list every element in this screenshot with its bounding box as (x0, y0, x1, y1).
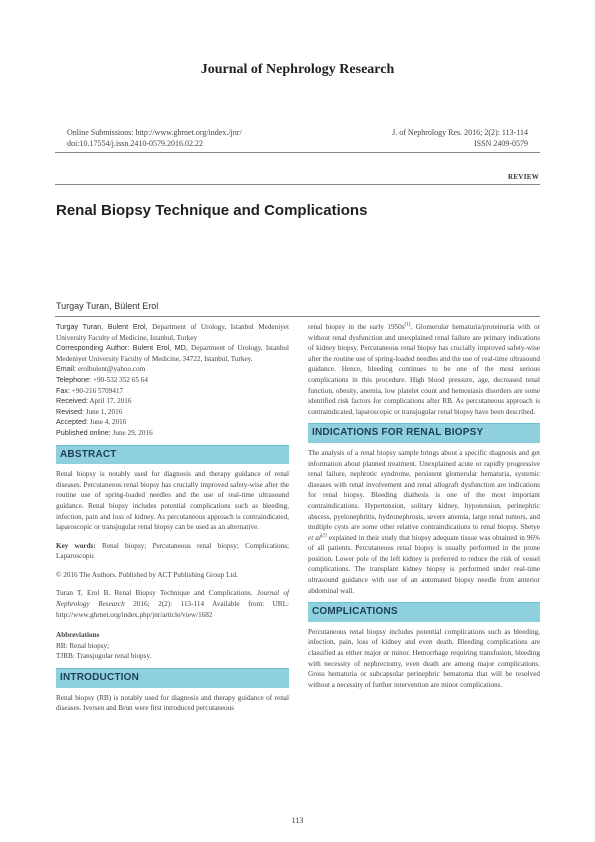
right-column (308, 322, 540, 690)
abstract-heading: ABSTRACT (56, 445, 289, 465)
published-date: June 29, 2016 (110, 428, 153, 437)
email-label: Email: (56, 364, 76, 374)
keywords-list: Renal biopsy; Percutaneous renal biopsy; Complications; Laparoscopic (56, 541, 289, 561)
received-label: Received: (56, 396, 88, 406)
telephone-label: Telephone: (56, 374, 92, 384)
corresponding-address: Department of Urology, Istanbul Medeniyet University Faculty of Medicine, 34722, Istanbul, Turkey. (56, 344, 290, 363)
introduction-text: Renal biopsy (RB) is notably used for diagnosis and therapy guidance of renal diseases. Iversen and Brun were first introduced percutaneous (56, 693, 289, 713)
copyright-notice: © 2016 The Authors. Published by ACT Publishing Group Ltd. (56, 570, 238, 579)
cite-url[interactable]: 2016; 2(2): 113-114 Available from: URL: http://www.ghrnet.org/index.php/jnr/article/view/1682 (56, 600, 289, 619)
indications-heading: INDICATIONS FOR RENAL BIOPSY (308, 423, 540, 443)
telephone: +90-532 352 65 64 (91, 375, 148, 384)
left-column (56, 322, 289, 714)
introduction-continued (308, 322, 540, 417)
affiliation-text: Department of Urology, Istanbul Medeniyet University Faculty of Medicine, Istanbul, Turkey (56, 323, 289, 342)
affiliation-block (56, 322, 289, 439)
issn: ISSN 2409-0579 (473, 139, 528, 148)
received-date: April 17, 2016 (87, 397, 132, 406)
doi: doi:10.17554/j.issn.2410-0579.2016.02.22 (67, 139, 204, 148)
how-to-cite (56, 588, 289, 620)
intro-cont-text: . Glomerular hematuria/proteinuria with or without renal dysfunction and unexplained renal failure are primary indications of kidney biopsy. Percutaneous renal biopsy has crucially improved safety-wise after the routine use of spring-loaded needles and the use of real-time ultrasound guidance. Hence, bleeding continues to be one of the most serious complications in this procedure. High blood pressure, age, decreased renal function, obesity, anemia, low platelet count and hemostasis disorders are some identified risk factors for complications after RB. As percutaneous approach is contraindicated, laparoscopic or transjugular renal biopsy have been described. (308, 323, 540, 416)
revised-date: June 1, 2016 (83, 407, 123, 416)
type-rule (55, 184, 540, 185)
revised-label: Revised: (56, 406, 84, 416)
cite-authors: Turan T, Erol B. Renal Biopsy Technique and Complications. (56, 589, 257, 598)
authors-rule (55, 316, 540, 317)
keywords-label: Key words: (56, 541, 96, 550)
abbreviation-item: RB: Renal biopsy; (56, 641, 110, 650)
indications-body: explained in their study that biopsy adequate tissue was obtained in 96% of all patients. Percutaneous renal biopsy is usually performed in the prone position. Lower pole of the left kidney is preferred to reduce the risk of vessel complications. The transplant kidney biopsy is performed under real-time ultrasound guidance with use of an automated biopsy needle from anterior abdominal wall. (308, 533, 541, 595)
header-rule (55, 152, 540, 153)
abbreviation-item: TJRB: Transjugular renal biopsy. (56, 652, 152, 661)
et-al: et al (308, 533, 321, 542)
intro-cont-text: renal biopsy in the early 1950s (308, 323, 405, 331)
corresponding-author: Corresponding Author: Bulent Erol, MD, (56, 343, 188, 353)
citation-info (392, 127, 528, 149)
journal-title: Journal of Nephrology Research (200, 62, 395, 77)
keywords (56, 541, 289, 562)
email-address: erolbulent@yahoo.com (75, 365, 146, 374)
submissions-url: Online Submissions: http://www.ghrnet.org/index./jnr/ (67, 128, 242, 137)
fax-label: Fax: (56, 385, 70, 395)
affiliation-authors: Turgay Turan, Bulent Erol, (56, 322, 148, 331)
submission-info (67, 127, 242, 149)
article-type: REVIEW (508, 173, 539, 181)
cite-journal: Journal of Nephrology Research (56, 589, 289, 609)
article-title: Renal Biopsy Technique and Complications (56, 202, 368, 219)
complications-text: Percutaneous renal biopsy includes potential complications such as bleeding, infection, pain, loss of kidney and even death. Bleeding complications are classified as either major or minor. Hemorrhage requiring transfusion, bleeding with necessity of nephrectomy, even death are among major complications. Gross hematuria or subcapsular perinephric hematoma that will be resolved without a necessity of further intervention are minor complications. (308, 627, 540, 689)
page-number: 113 (291, 816, 304, 825)
abbreviations-heading: Abbreviations (56, 631, 100, 640)
accepted-date: June 4, 2016 (87, 418, 127, 427)
journal-citation: J. of Nephrology Res. 2016; 2(2): 113-114 (392, 128, 528, 137)
abstract-text: Renal biopsy is notably used for diagnosis and therapy guidance of renal diseases. Percutaneous renal biopsy has crucially improved safety-wise after the routine use of spring-loaded needles and the use of real-time ultrasound guidance. Renal biopsy includes potential complications such as bleeding, infection, pain and loss of kidney. As percutaneous approach is contraindicated, laparoscopic or transjugular renal biopsy can be used as an alternative. (56, 470, 289, 532)
fax: +90-216 5709417 (69, 386, 124, 395)
author-list: Turgay Turan, Bülent Erol (56, 301, 159, 311)
introduction-heading: INTRODUCTION (56, 668, 289, 688)
reference-marker[interactable]: [1] (404, 322, 411, 328)
reference-marker[interactable]: [2] (320, 533, 327, 539)
indications-body: The analysis of a renal biopsy sample brings about a specific diagnosis and get information about planned treatment. Unexplained acute or rapidly progressive renal failure, nephrotic syndrome, persistent glomerular hematuria, systemic diseases with renal involvement and renal allograft dysfunction are indications for renal biopsy. Bleeding diathesis is one of the most important contraindications. Hypertension, solitary kidney, hypotension, perinephric abscess, pyelonephritis, hydronephrosis, severe anemia, large renal tumors, and multiple cysts are some other relative contraindications to renal biopsy. Shetye (308, 448, 540, 532)
accepted-label: Accepted: (56, 417, 88, 427)
indications-text (308, 448, 540, 596)
published-label: Published online: (56, 427, 111, 437)
complications-heading: COMPLICATIONS (308, 602, 540, 622)
